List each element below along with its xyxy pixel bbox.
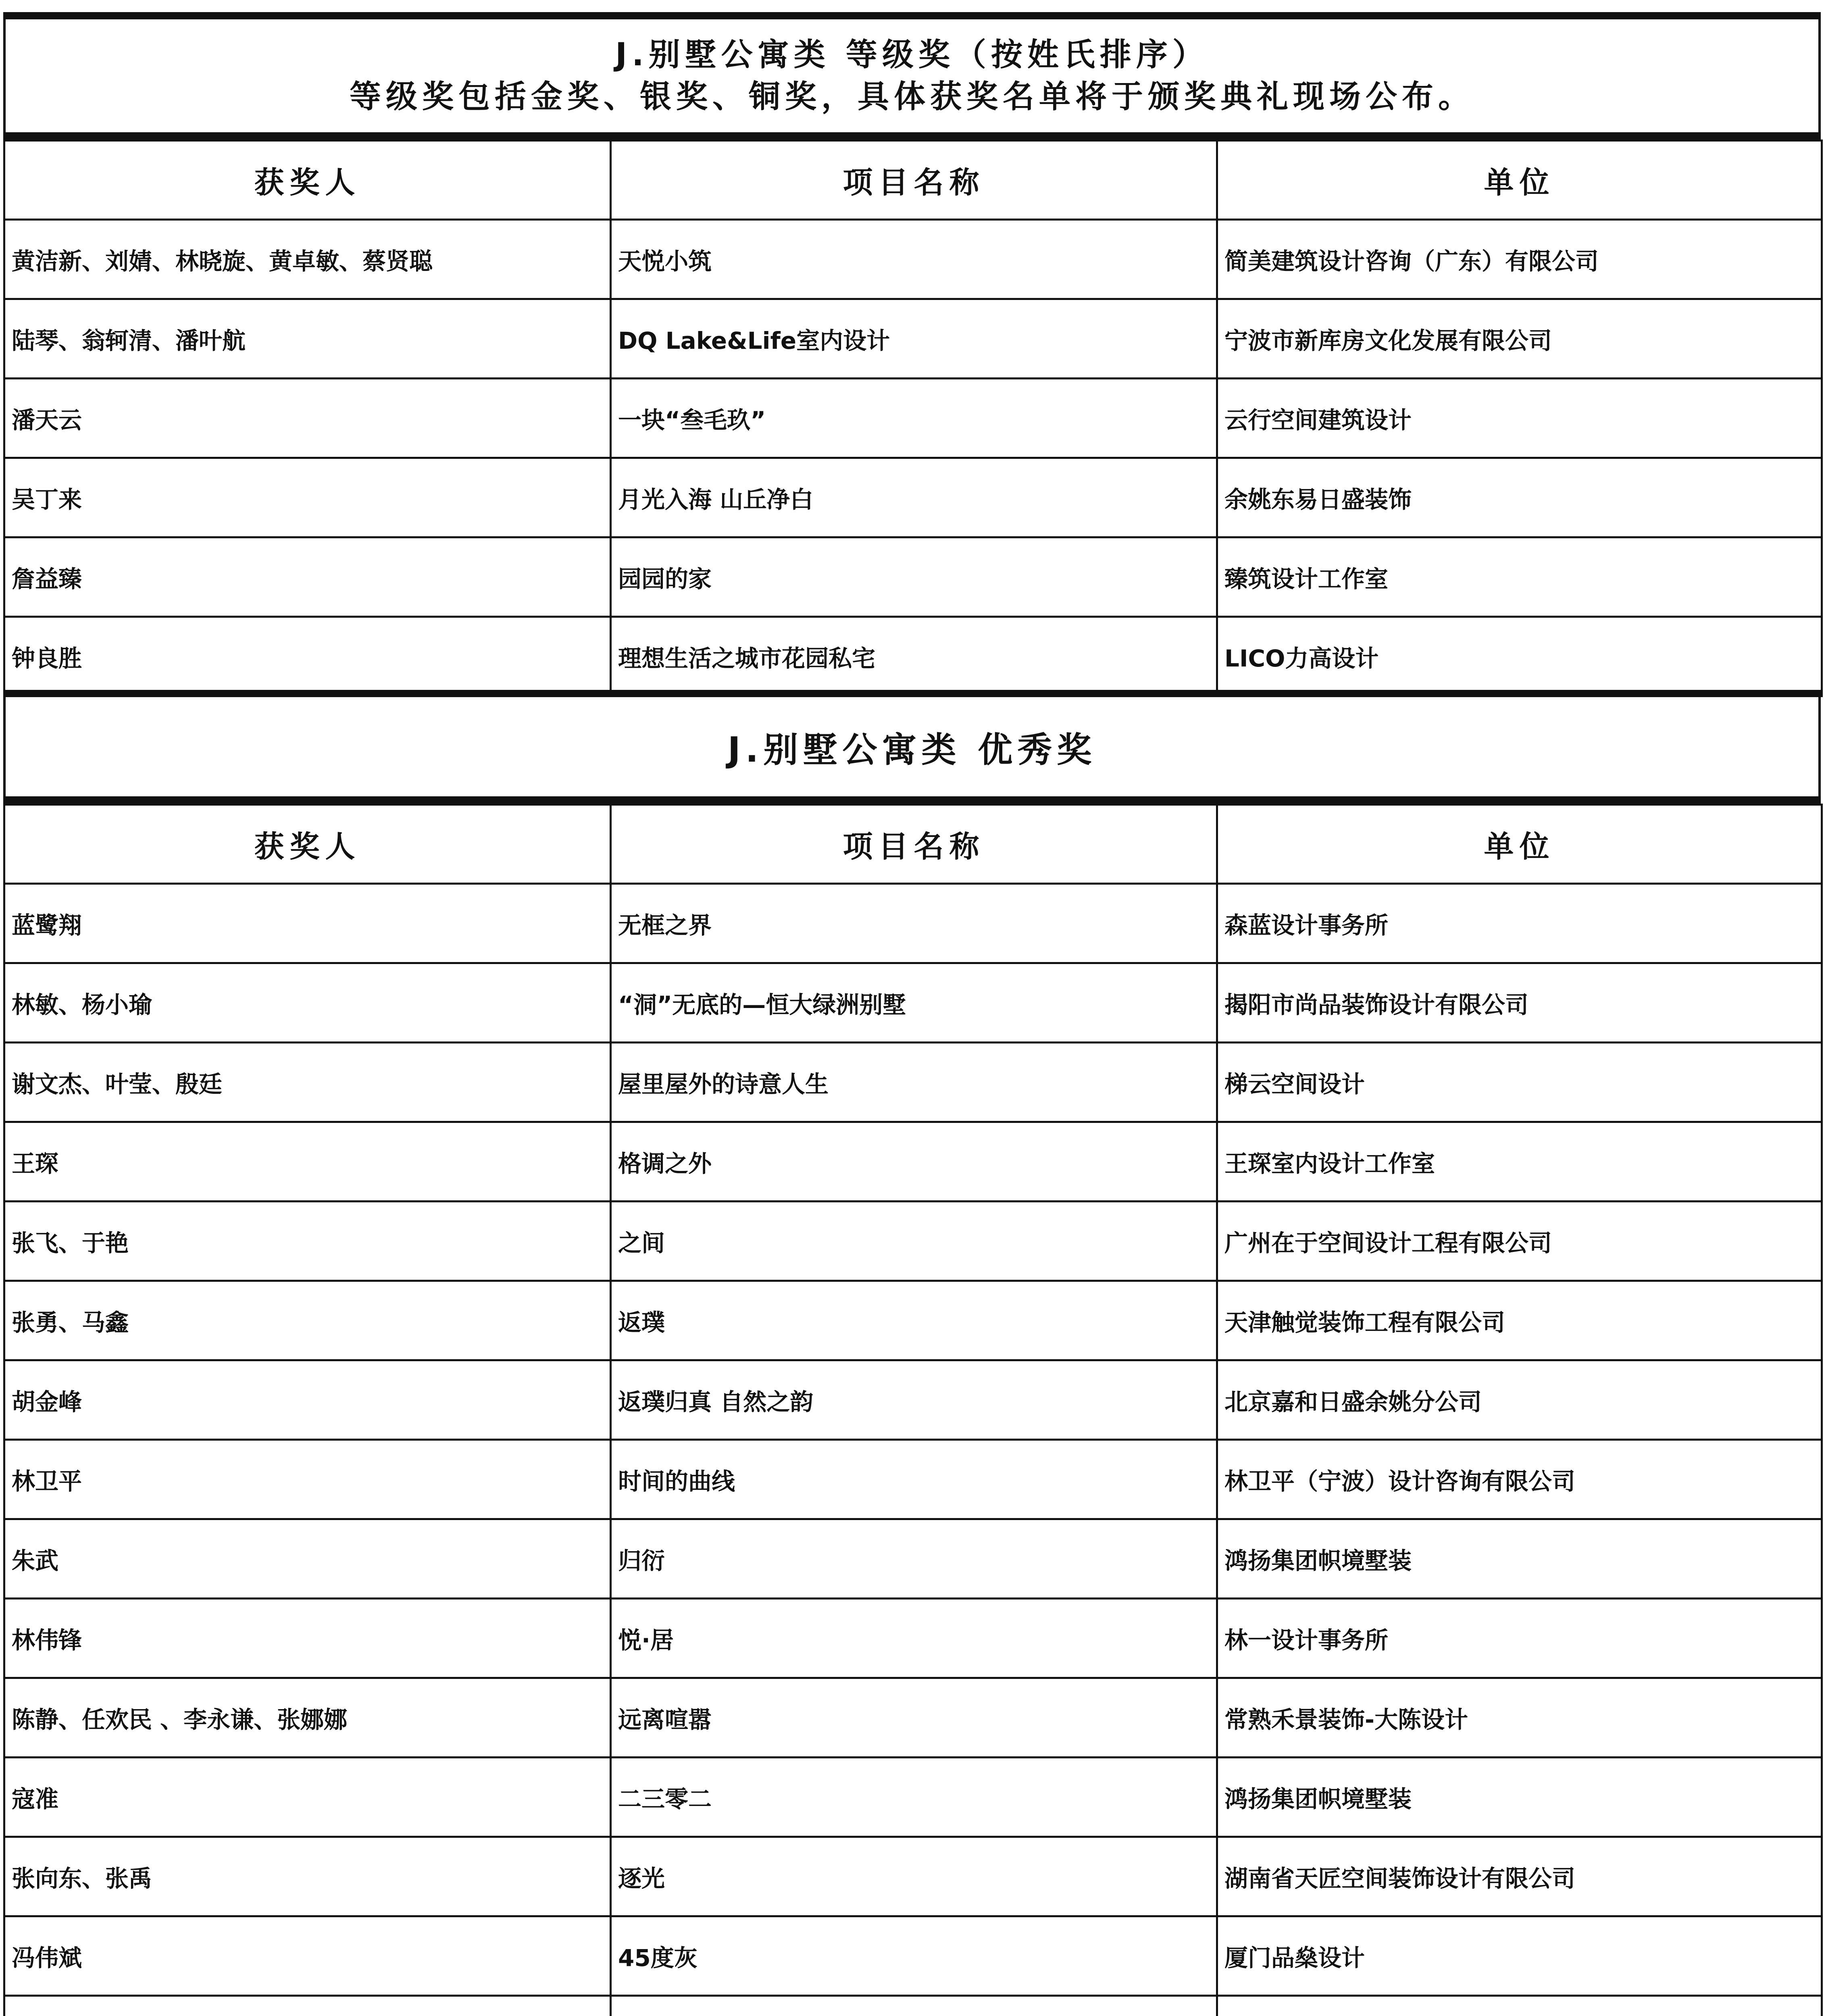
section1-table [3, 140, 1823, 697]
winner-cell: 蓝鹭翔 [4, 884, 611, 963]
organization-cell: 湖南省天匠空间装饰设计有限公司 [1217, 1837, 1822, 1916]
organization-cell: 云行空间建筑设计 [1217, 379, 1822, 458]
table-row [4, 299, 1822, 379]
section2-table [3, 804, 1823, 2016]
table-row [4, 220, 1822, 299]
table-row [4, 1043, 1822, 1122]
organization-cell: 揭阳市尚品装饰设计有限公司 [1217, 963, 1822, 1043]
award-document [3, 0, 1821, 2016]
organization-cell: LICO力高设计 [1217, 617, 1822, 696]
table-row [4, 1837, 1822, 1916]
section1-title: J.别墅公寓类 等级奖（按姓氏排序） [615, 37, 1209, 73]
header-winner: 获奖人 [4, 141, 611, 220]
organization-cell: 鸿扬集团帜境墅装 [1217, 1519, 1822, 1599]
organization-cell: 常熟禾景装饰-大陈设计 [1217, 1678, 1822, 1758]
project-cell: 归衍 [611, 1519, 1217, 1599]
header-organization: 单位 [1217, 805, 1822, 884]
project-cell: 返璞 [611, 1281, 1217, 1360]
table-row [4, 1758, 1822, 1837]
organization-cell: 鸿扬集团帜境墅装 [1217, 1758, 1822, 1837]
organization-cell: 森蓝设计事务所 [1217, 884, 1822, 963]
organization-cell: 林卫平（宁波）设计咨询有限公司 [1217, 1440, 1822, 1519]
organization-cell: 余姚东易日盛装饰 [1217, 458, 1822, 537]
project-cell [611, 1996, 1217, 2016]
header-project: 项目名称 [611, 805, 1217, 884]
section1-title-block [3, 12, 1821, 140]
winner-cell: 林敏、杨小瑜 [4, 963, 611, 1043]
table-row [4, 458, 1822, 537]
section2-title-block [3, 690, 1821, 804]
winner-cell: 张飞、于艳 [4, 1202, 611, 1281]
winner-cell: 詹益臻 [4, 537, 611, 617]
header-project: 项目名称 [611, 141, 1217, 220]
section1-header-row [4, 141, 1822, 220]
winner-cell: 胡金峰 [4, 1360, 611, 1440]
project-cell: 格调之外 [611, 1122, 1217, 1202]
section2-header-row [4, 805, 1822, 884]
table-row [4, 1122, 1822, 1202]
project-cell: 逐光 [611, 1837, 1217, 1916]
table-row [4, 963, 1822, 1043]
table-row [4, 884, 1822, 963]
winner-cell: 林伟锋 [4, 1599, 611, 1678]
organization-cell [1217, 1996, 1822, 2016]
project-cell: 远离喧嚣 [611, 1678, 1217, 1758]
project-cell: 屋里屋外的诗意人生 [611, 1043, 1217, 1122]
winner-cell: 陆琴、翁轲清、潘叶航 [4, 299, 611, 379]
project-cell: 无框之界 [611, 884, 1217, 963]
winner-cell [4, 1996, 611, 2016]
winner-cell: 陈静、任欢民 、李永谦、张娜娜 [4, 1678, 611, 1758]
table-row [4, 1599, 1822, 1678]
project-cell: 时间的曲线 [611, 1440, 1217, 1519]
table-row [4, 1440, 1822, 1519]
table-row [4, 1360, 1822, 1440]
table-row [4, 537, 1822, 617]
project-cell: 45度灰 [611, 1916, 1217, 1996]
winner-cell: 张向东、张禹 [4, 1837, 611, 1916]
project-cell: 返璞归真 自然之韵 [611, 1360, 1217, 1440]
table-row [4, 379, 1822, 458]
project-cell: 二三零二 [611, 1758, 1217, 1837]
table-row [4, 1996, 1822, 2016]
table-row [4, 1281, 1822, 1360]
header-winner: 获奖人 [4, 805, 611, 884]
section2-title: J.别墅公寓类 优秀奖 [727, 730, 1097, 770]
winner-cell: 王琛 [4, 1122, 611, 1202]
table-row [4, 617, 1822, 696]
winner-cell: 寇准 [4, 1758, 611, 1837]
winner-cell: 冯伟斌 [4, 1916, 611, 1996]
organization-cell: 厦门品燊设计 [1217, 1916, 1822, 1996]
project-cell: DQ Lake&Life室内设计 [611, 299, 1217, 379]
organization-cell: 天津触觉装饰工程有限公司 [1217, 1281, 1822, 1360]
table-row [4, 1519, 1822, 1599]
winner-cell: 吴丁来 [4, 458, 611, 537]
project-cell: 之间 [611, 1202, 1217, 1281]
table-row [4, 1916, 1822, 1996]
winner-cell: 林卫平 [4, 1440, 611, 1519]
project-cell: 月光入海 山丘净白 [611, 458, 1217, 537]
header-organization: 单位 [1217, 141, 1822, 220]
organization-cell: 简美建筑设计咨询（广东）有限公司 [1217, 220, 1822, 299]
organization-cell: 梯云空间设计 [1217, 1043, 1822, 1122]
winner-cell: 潘天云 [4, 379, 611, 458]
table-row [4, 1678, 1822, 1758]
organization-cell: 林一设计事务所 [1217, 1599, 1822, 1678]
project-cell: “洞”无底的—恒大绿洲别墅 [611, 963, 1217, 1043]
project-cell: 一块“叁毛玖” [611, 379, 1217, 458]
winner-cell: 钟良胜 [4, 617, 611, 696]
organization-cell: 王琛室内设计工作室 [1217, 1122, 1822, 1202]
section1-subtitle: 等级奖包括金奖、银奖、铜奖，具体获奖名单将于颁奖典礼现场公布。 [349, 79, 1474, 115]
project-cell: 悦·居 [611, 1599, 1217, 1678]
project-cell: 理想生活之城市花园私宅 [611, 617, 1217, 696]
organization-cell: 臻筑设计工作室 [1217, 537, 1822, 617]
project-cell: 天悦小筑 [611, 220, 1217, 299]
winner-cell: 朱武 [4, 1519, 611, 1599]
winner-cell: 谢文杰、叶莹、殷廷 [4, 1043, 611, 1122]
organization-cell: 北京嘉和日盛余姚分公司 [1217, 1360, 1822, 1440]
organization-cell: 宁波市新库房文化发展有限公司 [1217, 299, 1822, 379]
table-row [4, 1202, 1822, 1281]
winner-cell: 黄洁新、刘婧、林晓旋、黄卓敏、蔡贤聪 [4, 220, 611, 299]
winner-cell: 张勇、马鑫 [4, 1281, 611, 1360]
organization-cell: 广州在于空间设计工程有限公司 [1217, 1202, 1822, 1281]
project-cell: 园园的家 [611, 537, 1217, 617]
